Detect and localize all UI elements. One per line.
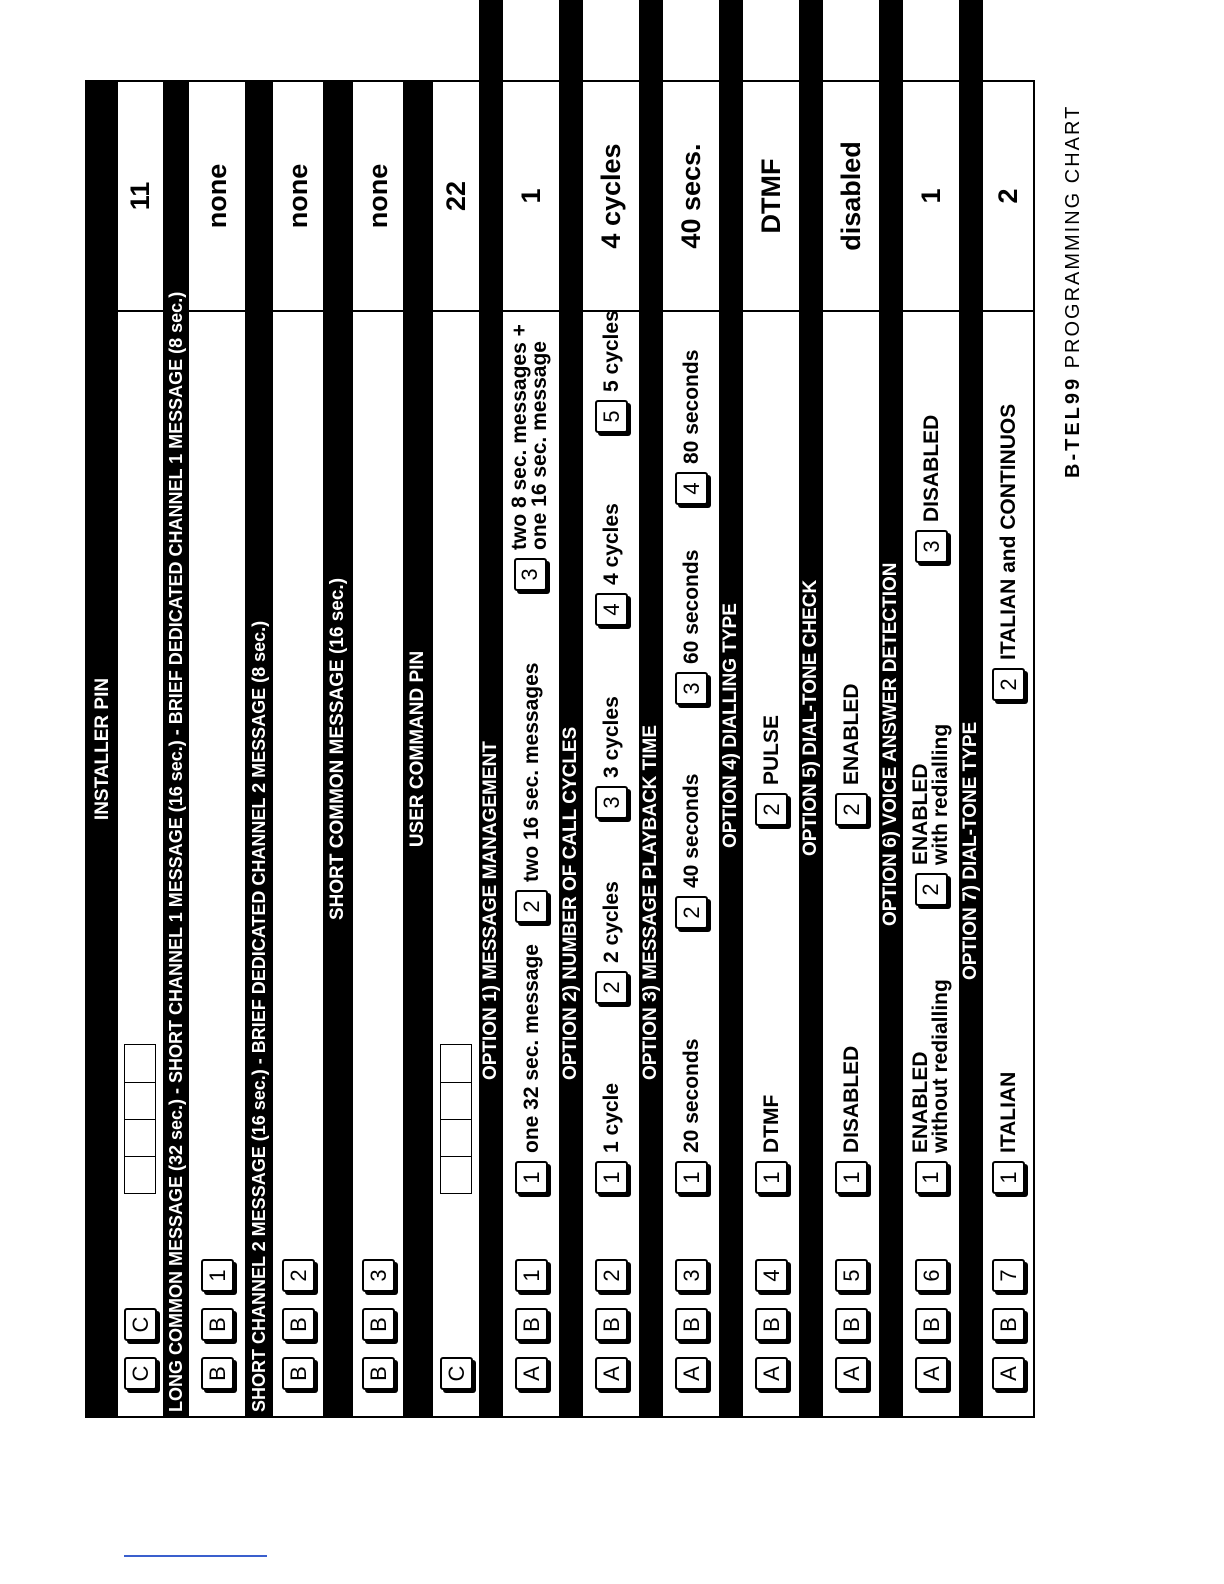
key-b: B [915,1308,948,1341]
option5-header: OPTION 5) DIAL-TONE CHECK [799,0,823,1416]
option6-row [903,82,959,1416]
key-b: B [595,1308,628,1341]
option5-default: disabled [823,82,879,312]
option6-choice-1: 1 ENABLED without redialling [911,979,951,1194]
option4-choice-2: 2 PULSE [755,715,788,826]
model-name: B-TEL99 [1062,375,1084,478]
option3-choice-2: 2 40 seconds [675,774,708,929]
short-common-row [353,82,403,1416]
option6-header: OPTION 6) VOICE ANSWER DETECTION [879,0,903,1416]
programming-chart [85,80,1035,1418]
option2-default: 4 cycles [583,82,639,312]
key-2: 2 [675,896,708,929]
option2-choice-2: 2 2 cycles [595,881,628,1004]
key-a: A [515,1357,548,1390]
key-b: B [362,1308,395,1341]
option3-choice-1: 1 20 seconds [675,1039,708,1194]
option6-choice-3: 3 DISABLED [915,415,948,563]
key-3: 3 [514,558,547,591]
key-2: 2 [282,1259,315,1292]
option2-choice-4: 4 4 cycles [595,503,628,626]
key-1: 1 [201,1259,234,1292]
option6-default: 1 [903,82,959,312]
key-b: B [992,1308,1025,1341]
short-common-default: none [353,82,403,312]
key-1: 1 [755,1161,788,1194]
key-a: A [915,1357,948,1390]
option2-row [583,82,639,1416]
key-a: A [595,1357,628,1390]
user-pin-entry-box [440,1044,472,1194]
key-7: 7 [992,1259,1025,1292]
key-b: B [282,1308,315,1341]
installer-pin-row [118,82,163,1416]
installer-pin-default: 11 [118,82,163,312]
key-c: C [124,1357,157,1390]
chart-title: PROGRAMMING CHART [1062,104,1084,369]
short-common-header: SHORT COMMON MESSAGE (16 sec.) [323,82,353,1416]
option4-default: DTMF [743,82,799,312]
option4-header: OPTION 4) DIALLING TYPE [719,0,743,1416]
key-5: 5 [595,400,628,433]
key-6: 6 [915,1259,948,1292]
key-3: 3 [675,672,708,705]
user-pin-row [433,82,479,1416]
key-3: 3 [362,1259,395,1292]
key-2: 2 [835,793,868,826]
key-1: 1 [992,1161,1025,1194]
key-b: B [515,1308,548,1341]
key-5: 5 [835,1259,868,1292]
user-pin-header: USER COMMAND PIN [403,82,433,1416]
option3-choice-3: 3 60 seconds [675,550,708,705]
installer-pin-header: INSTALLER PIN [87,82,118,1416]
option1-choice-2: 2 two 16 sec. messages [515,663,548,923]
key-b: B [201,1308,234,1341]
key-4: 4 [675,472,708,505]
key-b: B [755,1308,788,1341]
key-c: C [124,1308,157,1341]
key-1: 1 [515,1161,548,1194]
key-2: 2 [992,668,1025,701]
key-b: B [362,1357,395,1390]
option7-choice-1: 1 ITALIAN [992,1072,1025,1194]
key-1: 1 [835,1161,868,1194]
option3-default: 40 secs. [663,82,719,312]
key-b: B [201,1357,234,1390]
user-pin-default: 22 [433,82,479,312]
key-4: 4 [595,593,628,626]
key-a: A [755,1357,788,1390]
option6-choice-2: 2 ENABLED with redialling [911,724,951,906]
key-1: 1 [595,1161,628,1194]
blue-divider-line [124,1555,267,1557]
short-ch2-row [273,82,323,1416]
option7-row [983,82,1033,1416]
option7-header: OPTION 7) DIAL-TONE TYPE [959,0,983,1416]
option5-row [823,82,879,1416]
short-ch2-default: none [273,82,323,312]
option5-choice-1: 1 DISABLED [835,1046,868,1194]
key-1: 1 [675,1161,708,1194]
key-3: 3 [675,1259,708,1292]
key-b: B [282,1357,315,1390]
option1-row [503,82,559,1416]
key-2: 2 [915,873,948,906]
key-b: B [675,1308,708,1341]
option7-choice-2: 2 ITALIAN and CONTINUOS [992,404,1025,701]
option1-default: 1 [503,82,559,312]
key-3: 3 [595,786,628,819]
key-b: B [835,1308,868,1341]
key-1: 1 [915,1161,948,1194]
option2-choice-3: 3 3 cycles [595,696,628,819]
option2-choice-1: 1 1 cycle [595,1083,628,1194]
option2-choice-5: 5 5 cycles [595,310,628,433]
key-2: 2 [515,890,548,923]
footer-caption [1062,78,1085,478]
key-c: C [440,1357,473,1390]
installer-pin-entry-box [124,1044,156,1194]
option5-choice-2: 2 ENABLED [835,683,868,826]
key-2: 2 [755,793,788,826]
option4-choice-1: 1 DTMF [755,1095,788,1194]
long-common-row [189,82,245,1416]
option4-row [743,82,799,1416]
key-1: 1 [515,1259,548,1292]
long-common-default: none [189,82,245,312]
key-2: 2 [595,971,628,1004]
key-4: 4 [755,1259,788,1292]
option1-choice-1: 1 one 32 sec. message [515,944,548,1194]
short-ch2-header: SHORT CHANNEL 2 MESSAGE (16 sec.) - BRIEF DEDICATED CHANNEL 2 MESSAGE (8 sec.) [245,82,273,1416]
key-a: A [992,1357,1025,1390]
option3-choice-4: 4 80 seconds [675,350,708,505]
option7-default: 2 [983,82,1033,312]
key-a: A [675,1357,708,1390]
key-a: A [835,1357,868,1390]
key-3: 3 [915,530,948,563]
option1-header: OPTION 1) MESSAGE MANAGEMENT [479,0,503,1416]
key-2: 2 [595,1259,628,1292]
long-common-header: LONG COMMON MESSAGE (32 sec.) - SHORT CHANNEL 1 MESSAGE (16 sec.) - BRIEF DEDICATED CHANNEL 1 MESSAGE (8 sec.) [163,82,189,1416]
option3-row [663,82,719,1416]
option2-header: OPTION 2) NUMBER OF CALL CYCLES [559,0,583,1416]
option1-choice-3: 3 two 8 sec. messages + one 16 sec. message [510,324,550,591]
option3-header: OPTION 3) MESSAGE PLAYBACK TIME [639,0,663,1416]
